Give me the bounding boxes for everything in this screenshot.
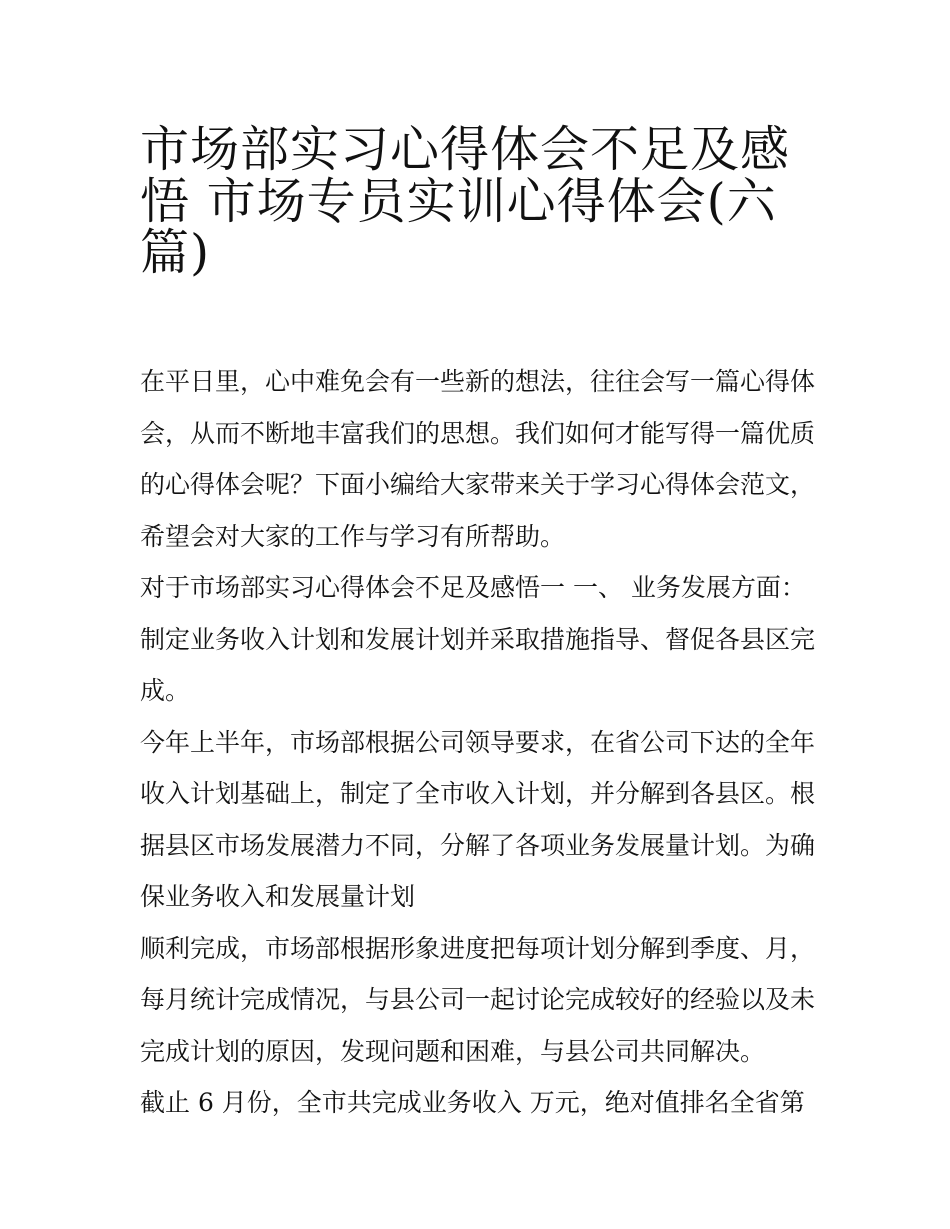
document-title	[140, 116, 830, 281]
body-line: 每月统计完成情况，与县公司一起讨论完成较好的经验以及未	[140, 985, 816, 1014]
body-line: 成。	[140, 676, 191, 705]
body-line: 据县区市场发展潜力不同，分解了各项业务发展量计划。为确	[140, 830, 816, 860]
body-line: 保业务收入和发展量计划	[140, 882, 416, 911]
body-line: 制定业务收入计划和发展计划并采取措施指导、督促各县区完	[140, 624, 816, 654]
document-body	[140, 356, 820, 1129]
title-line: 市场部实习心得体会不足及感	[140, 121, 791, 178]
body-line: 收入计划基础上，制定了全市收入计划，并分解到各县区。根	[140, 779, 816, 808]
body-line: 在平日里，心中难免会有一些新的想法，往往会写一篇心得体	[140, 367, 816, 396]
body-line: 的心得体会呢？下面小编给大家带来关于学习心得体会范文，	[140, 470, 816, 499]
title-line: 悟 市场专员实训心得体会(六	[140, 172, 777, 230]
body-line: 会，从而不断地丰富我们的思想。我们如何才能写得一篇优质	[140, 418, 816, 448]
body-line: 截止 6 月份，全市共完成业务收入 万元，绝对值排名全省第	[140, 1088, 805, 1117]
body-line: 希望会对大家的工作与学习有所帮助。	[140, 521, 566, 551]
title-line: 篇)	[140, 224, 211, 281]
body-line: 今年上半年，市场部根据公司领导要求，在省公司下达的全年	[140, 727, 816, 757]
body-line: 对于市场部实习心得体会不足及感悟一 一、 业务发展方面：	[140, 573, 806, 602]
body-line: 完成计划的原因，发现问题和困难，与县公司共同解决。	[140, 1036, 766, 1066]
body-line: 顺利完成，市场部根据形象进度把每项计划分解到季度、月，	[140, 933, 816, 963]
